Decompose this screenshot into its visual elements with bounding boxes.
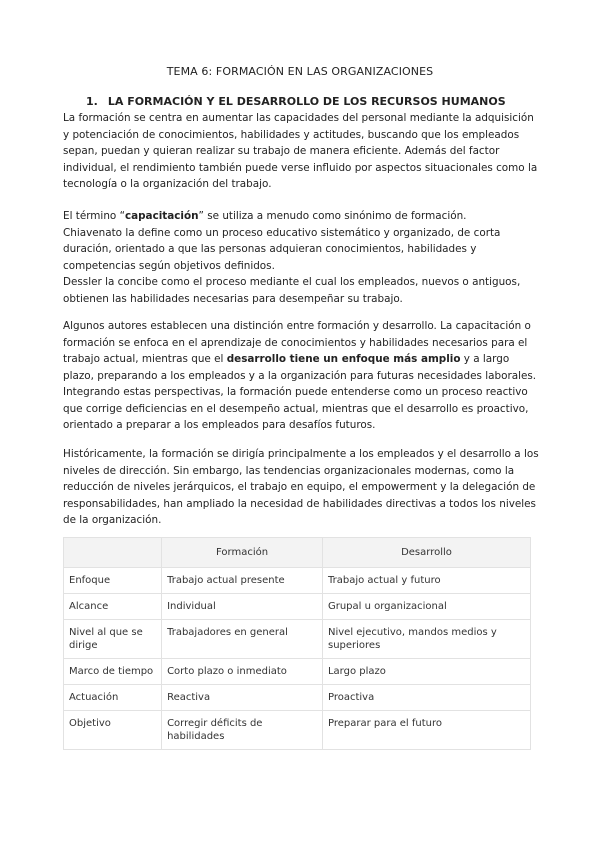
table-cell: Largo plazo (322, 659, 530, 685)
paragraph-4-block (63, 446, 539, 529)
paragraph-1-block (63, 110, 539, 193)
paragraph-2-text-b: ” se utiliza a menudo como sinónimo de formación. (198, 210, 467, 222)
paragraph-2-chiavenato: Chiavenato la define como un proceso educativo sistemático y organizado, de corta duración, orientado a que las personas adquieran conocimientos, habilidades y competencias según objetivos definidos. (63, 226, 501, 272)
table-row-label: Enfoque (64, 568, 162, 594)
section-heading (86, 94, 546, 111)
paragraph-2-text-a: El término “ (63, 210, 125, 222)
paragraph-2-block (63, 208, 539, 307)
table-cell: Trabajadores en general (162, 620, 323, 659)
document-title: TEMA 6: FORMACIÓN EN LAS ORGANIZACIONES (166, 65, 434, 78)
table-row (64, 620, 531, 659)
table-row-label: Nivel al que se dirige (64, 620, 162, 659)
table-header-row (64, 538, 531, 568)
paragraph-3-block (63, 318, 539, 434)
table-row (64, 685, 531, 711)
paragraph-3 (63, 318, 539, 384)
comparison-table (63, 537, 531, 750)
table-cell: Corregir déficits de habilidades (162, 711, 323, 750)
paragraph-1: La formación se centra en aumentar las capacidades del personal mediante la adquisición y potenciación de conocimientos, habilidades y actitudes, buscando que los empleados sepan, puedan y quieran realizar su trabajo de manera eficiente. Además del factor individual, el rendimiento también puede verse influido por aspectos situacionales como la tecnología o la organización del trabajo. (63, 112, 538, 190)
paragraph-3-text-a: Algunos autores establecen una distinción entre formación y desarrollo. La capacitación o formación se enfoca en el aprendizaje de conocimientos y habilidades necesarios para el trabajo actual, mientras que el (63, 320, 531, 365)
paragraph-3-bold: desarrollo tiene un enfoque más amplio (226, 353, 461, 365)
table-cell: Individual (162, 594, 323, 620)
table-row (64, 594, 531, 620)
table-cell: Corto plazo o inmediato (162, 659, 323, 685)
term-capacitacion: capacitación (124, 210, 199, 222)
table-row (64, 711, 531, 750)
paragraph-3-text-b: y a largo plazo, preparando a los empleados y a la organización para futuras necesidades laborales. (63, 353, 537, 382)
paragraph-2-dessler: Dessler la concibe como el proceso mediante el cual los empleados, nuevos o antiguos, obtienen las habilidades necesarias para desempeñar su trabajo. (63, 276, 521, 305)
table-header-cell (64, 538, 162, 568)
table-row-label: Objetivo (64, 711, 162, 750)
table-cell: Trabajo actual presente (162, 568, 323, 594)
table-header-formacion: Formación (162, 538, 323, 568)
table-row-label: Alcance (64, 594, 162, 620)
table-row-label: Marco de tiempo (64, 659, 162, 685)
table-row (64, 659, 531, 685)
paragraph-3-integration: Integrando estas perspectivas, la formación puede entenderse como un proceso reactivo que corrige deficiencias en el desempeño actual, mientras que el desarrollo es proactivo, orientado a preparar a los empleados para desafíos futuros. (63, 386, 529, 431)
paragraph-4: Históricamente, la formación se dirigía principalmente a los empleados y el desarrollo a los niveles de dirección. Sin embargo, las tendencias organizacionales modernas, como la reducción de niveles jerárquicos, el trabajo en equipo, el empowerment y la delegación de responsabilidades, han ampliado la necesidad de habilidades directivas a todos los niveles de la organización. (63, 448, 539, 526)
table-row-label: Actuación (64, 685, 162, 711)
table-cell: Preparar para el futuro (322, 711, 530, 750)
table-header-desarrollo: Desarrollo (322, 538, 530, 568)
section-number: 1. (86, 95, 98, 108)
table-cell: Reactiva (162, 685, 323, 711)
table-row (64, 568, 531, 594)
paragraph-2 (63, 208, 539, 225)
table-cell: Trabajo actual y futuro (322, 568, 530, 594)
table-cell: Proactiva (322, 685, 530, 711)
section-title: LA FORMACIÓN Y EL DESARROLLO DE LOS RECURSOS HUMANOS (107, 95, 506, 108)
table-cell: Nivel ejecutivo, mandos medios y superiores (322, 620, 530, 659)
table-cell: Grupal u organizacional (322, 594, 530, 620)
